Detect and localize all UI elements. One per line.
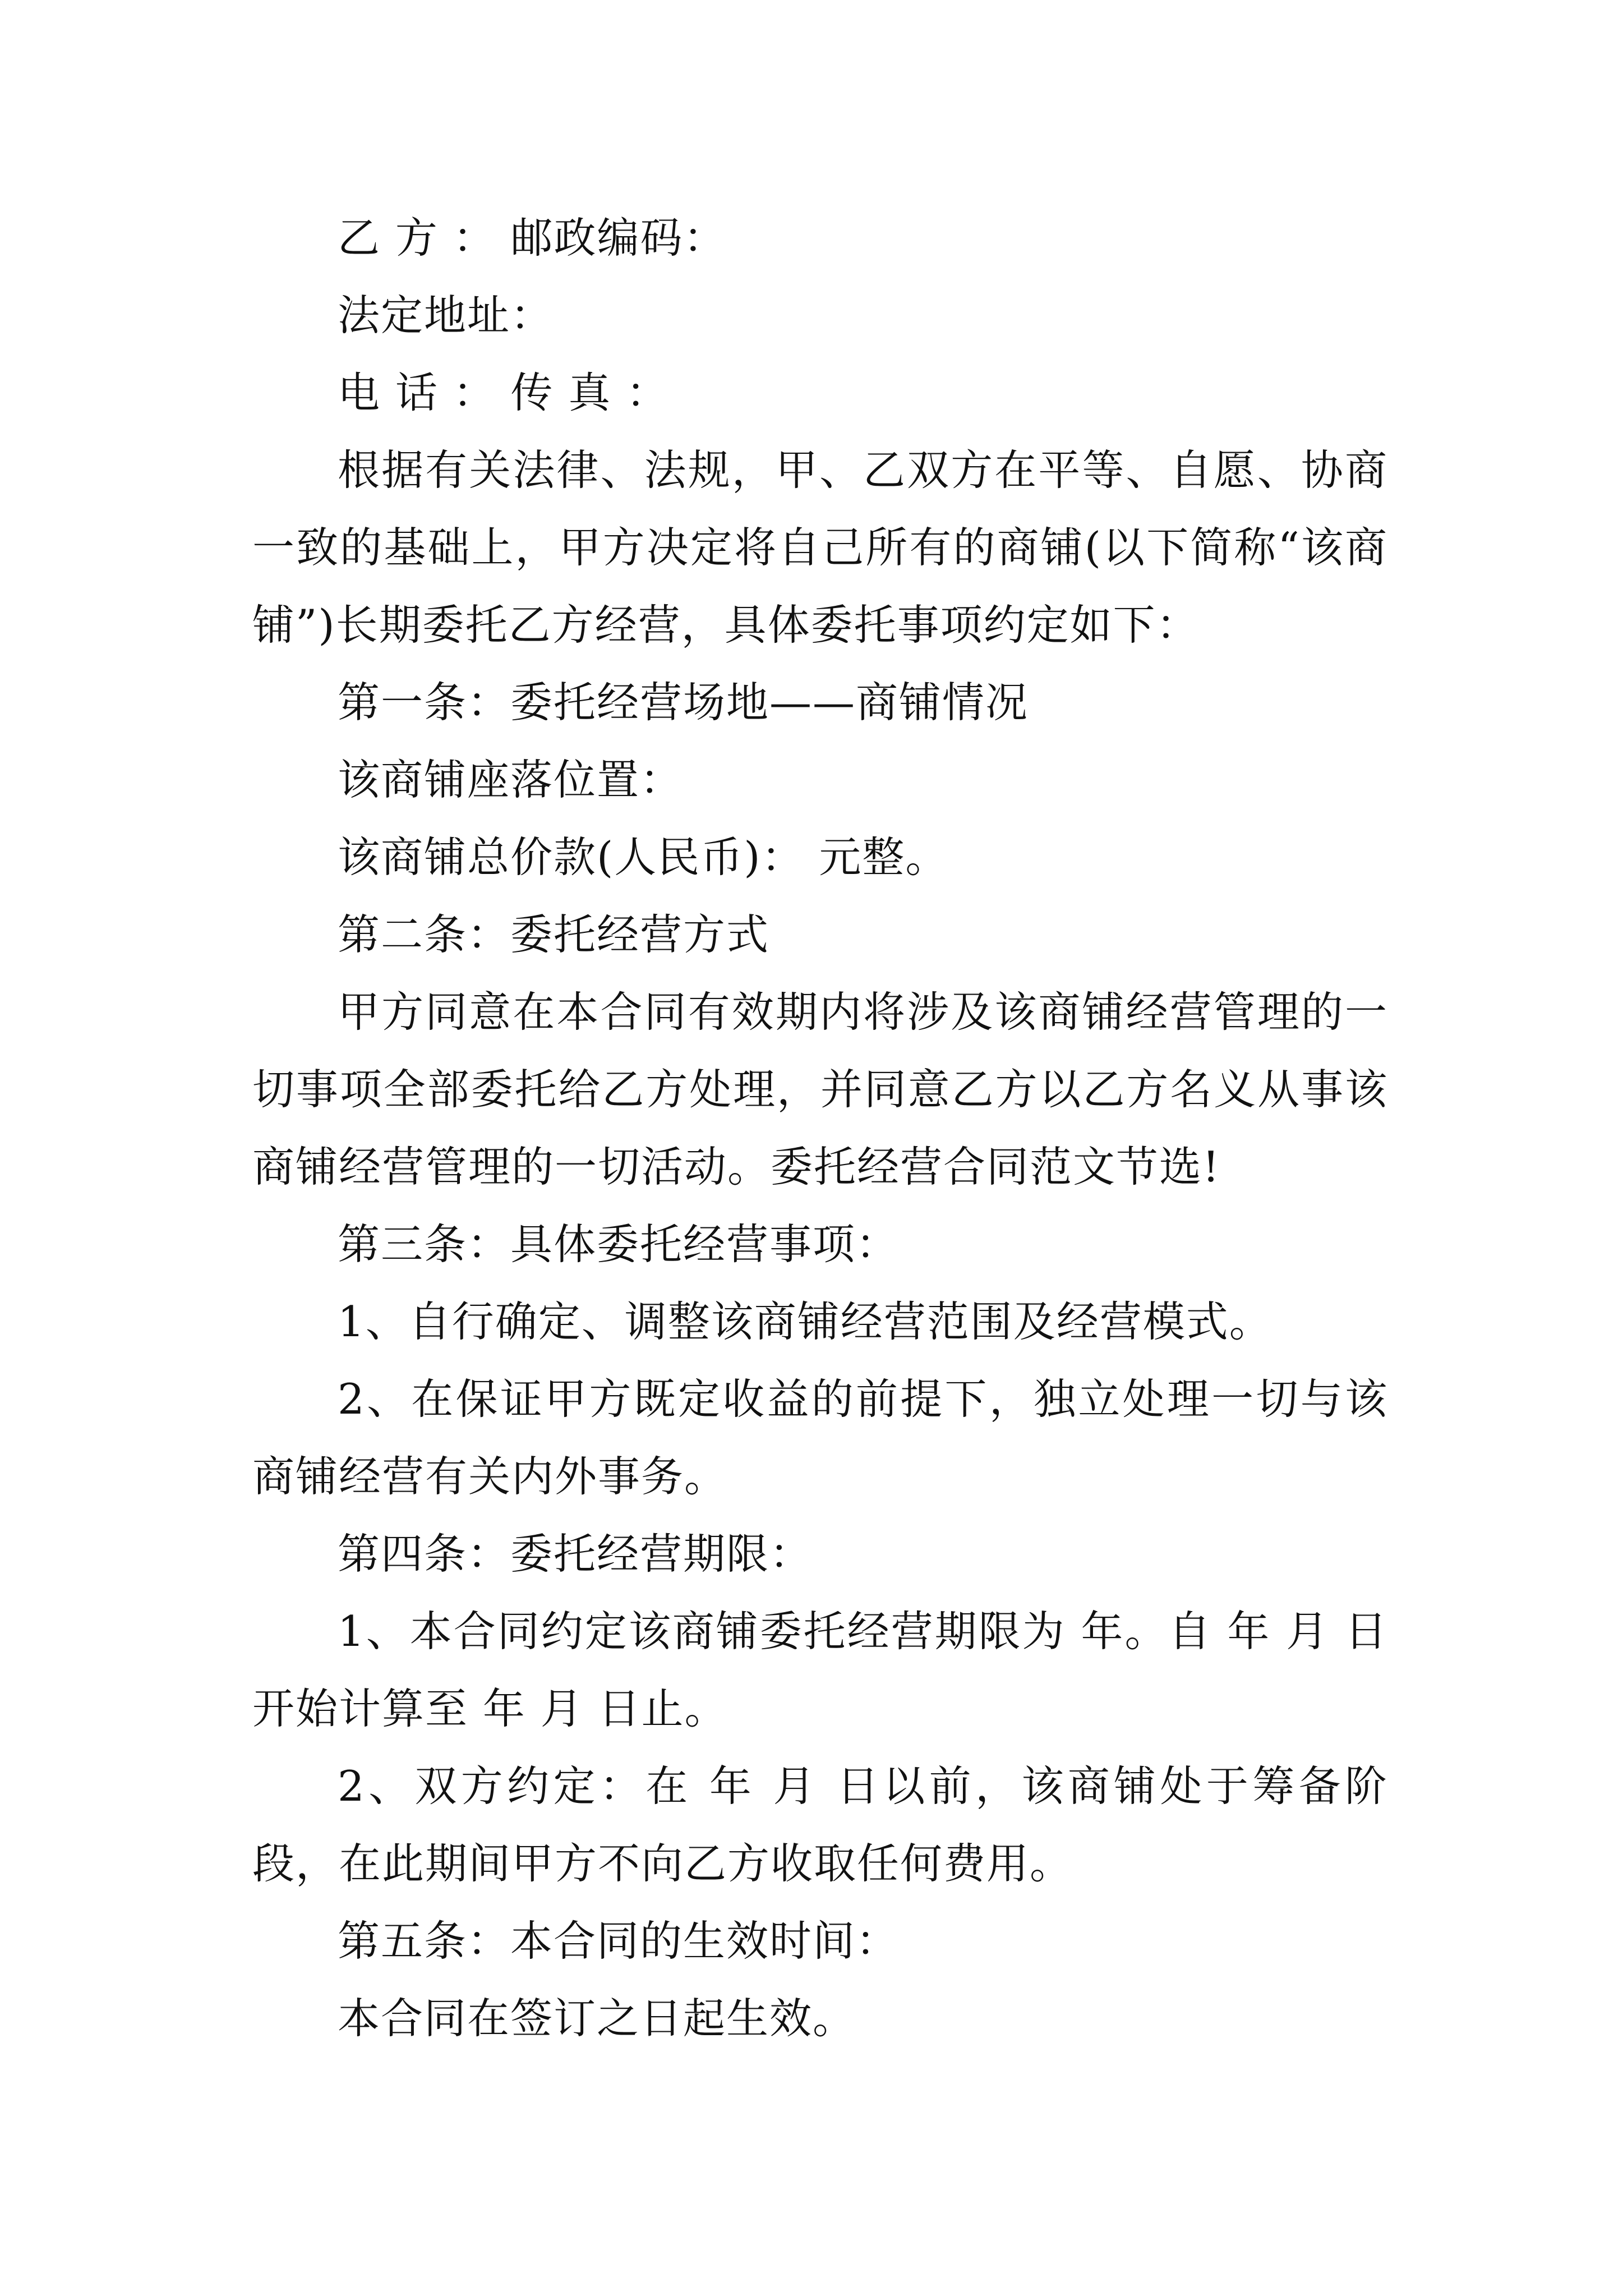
article-3-heading: 第三条：具体委托经营事项：	[338, 1220, 900, 1269]
article-1-heading: 第一条：委托经营场地——商铺情况	[338, 678, 1029, 727]
party-b-postal-code-line: 乙 方 ： 邮政编码：	[338, 213, 727, 263]
phone-fax-line: 电 话 ： 传 真 ：	[338, 368, 670, 417]
article-3-item-2: 2、在保证甲方既定收益的前提下，独立处理一切与该商铺经营有关内外事务。	[252, 1374, 1388, 1501]
preamble-paragraph: 根据有关法律、法规，甲、乙双方在平等、自愿、协商一致的基础上，甲方决定将自己所有的商铺(以下简称“该商铺”)长期委托乙方经营，具体委托事项约定如下：	[252, 445, 1388, 650]
article-2-heading: 第二条：委托经营方式	[338, 910, 770, 959]
article-4-item-1: 1、本合同约定该商铺委托经营期限为 年。自 年 月 日开始计算至 年 月 日止。	[252, 1607, 1388, 1733]
shop-total-price-line: 该商铺总价款(人民币)： 元整。	[338, 832, 949, 882]
article-2-paragraph: 甲方同意在本合同有效期内将涉及该商铺经营管理的一切事项全部委托给乙方处理，并同意乙方以乙方名义从事该商铺经营管理的一切活动。委托经营合同范文节选!	[252, 987, 1388, 1191]
article-4-heading: 第四条：委托经营期限：	[338, 1529, 813, 1579]
article-4-item-2: 2、双方约定：在 年 月 日以前，该商铺处于筹备阶段，在此期间甲方不向乙方收取任何费用。	[252, 1761, 1388, 1888]
article-5-heading: 第五条：本合同的生效时间：	[338, 1916, 900, 1966]
legal-address-line: 法定地址：	[338, 291, 554, 340]
shop-location-line: 该商铺座落位置：	[338, 755, 684, 804]
article-3-item-1: 1、自行确定、调整该商铺经营范围及经营模式。	[338, 1297, 1272, 1346]
effective-date-line: 本合同在签订之日起生效。	[338, 1994, 856, 2043]
contract-body	[252, 199, 1388, 2057]
